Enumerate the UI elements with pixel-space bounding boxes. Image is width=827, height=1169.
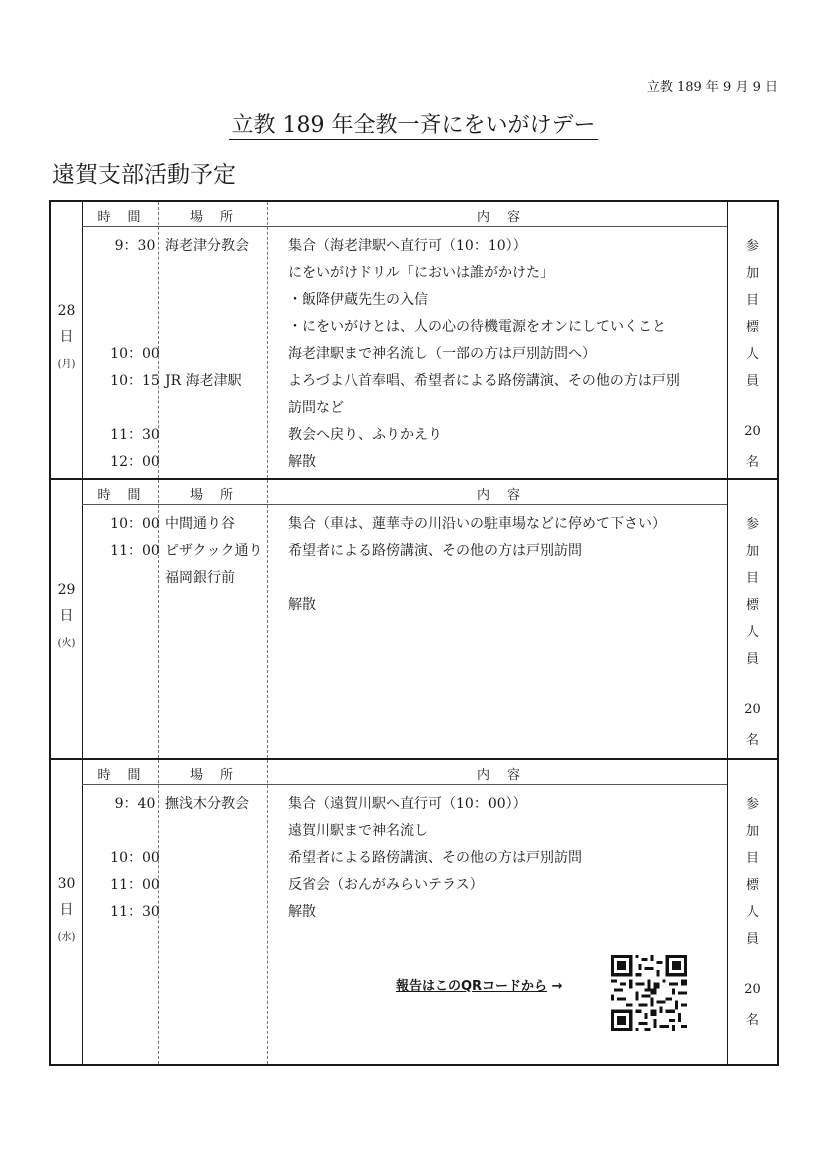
time-cell: 11：00 — [110, 877, 160, 893]
content-cell: 集合（海老津駅へ直行可（10：10）） — [288, 238, 527, 254]
content-cell: 集合（遠賀川駅へ直行可（10：00）） — [288, 796, 527, 812]
time-cell: 9：40 — [114, 796, 156, 812]
participants-char: 名 — [745, 455, 759, 470]
qr-code[interactable] — [611, 955, 687, 1031]
time-cell: 10：00 — [110, 850, 160, 866]
time-cell: 12：00 — [110, 454, 160, 470]
day-section-30 — [49, 760, 779, 1066]
page-title — [0, 108, 827, 139]
content-cell: 希望者による路傍講演、その他の方は戸別訪問 — [288, 543, 582, 559]
content-cell: 教会へ戻り、ふりかえり — [288, 427, 442, 443]
header-place: 場 所 — [189, 210, 235, 225]
content-cell: 希望者による路傍講演、その他の方は戸別訪問 — [288, 850, 582, 866]
place-cell: 中間通り谷 — [165, 516, 235, 532]
participants-char: 員 — [745, 932, 759, 947]
header-time: 時 間 — [97, 488, 143, 503]
weekday: (火) — [57, 638, 76, 649]
day-section-28 — [49, 200, 779, 480]
content-cell: 遠賀川駅まで神名流し — [288, 823, 428, 839]
day-column — [51, 202, 83, 478]
participants-count: 20 — [744, 982, 761, 997]
participants-char: 標 — [745, 598, 759, 613]
day-column — [51, 760, 83, 1064]
page-subtitle: 遠賀支部活動予定 — [52, 162, 236, 188]
content-cell: にをいがけドリル「においは誰がかけた」 — [288, 265, 554, 281]
content-cell: 反省会（おんがみらいテラス） — [288, 877, 484, 893]
participants-char: 目 — [745, 851, 759, 866]
content-cell: 解散 — [288, 904, 316, 920]
participants-char: 人 — [745, 625, 759, 640]
content-cell: 解散 — [288, 454, 316, 470]
content-cell: 集合（車は、蓮華寺の川沿いの駐車場などに停めて下さい） — [288, 516, 666, 532]
header-content: 内 容 — [476, 768, 522, 783]
place-cell: 海老津分教会 — [165, 238, 249, 254]
page-title-text: 立教 189 年全教一斉にをいがけデー — [229, 113, 599, 140]
participants-char: 名 — [745, 1013, 759, 1028]
time-cell: 11：30 — [110, 427, 160, 443]
arrow-right-icon: → — [551, 979, 563, 994]
day-number: 28 — [57, 303, 76, 319]
participants-char: 加 — [745, 544, 759, 559]
report-link[interactable] — [396, 975, 563, 994]
header-content: 内 容 — [476, 210, 522, 225]
participants-char: 参 — [745, 797, 759, 812]
content-cell: 海老津駅まで神名流し（一部の方は戸別訪問へ） — [288, 346, 596, 362]
weekday: (月) — [57, 359, 76, 370]
day-kanji: 日 — [59, 608, 74, 624]
participants-column — [727, 202, 777, 478]
time-cell: 11：00 — [110, 543, 160, 559]
day-number: 29 — [57, 582, 76, 598]
header-time: 時 間 — [97, 210, 143, 225]
day-number: 30 — [57, 876, 76, 892]
participants-char: 目 — [745, 293, 759, 308]
time-cell: 10：15 — [110, 373, 160, 389]
participants-char: 人 — [745, 347, 759, 362]
report-link-text[interactable]: 報告はこのQRコードから — [396, 979, 548, 994]
content-cell: ・にをいがけとは、人の心の待機電源をオンにしていくこと — [288, 319, 666, 335]
participants-char: 人 — [745, 905, 759, 920]
time-cell: 10：00 — [110, 516, 160, 532]
participants-char: 名 — [745, 733, 759, 748]
header-place: 場 所 — [189, 768, 235, 783]
participants-char: 加 — [745, 824, 759, 839]
participants-char: 標 — [745, 320, 759, 335]
weekday: (水) — [57, 932, 76, 943]
participants-char: 参 — [745, 239, 759, 254]
day-column — [51, 480, 83, 758]
place-cell: ピザクック通り — [165, 543, 263, 559]
time-cell: 11：30 — [110, 904, 160, 920]
content-cell: よろづよ八首奉唱、希望者による路傍講演、その他の方は戸別 — [288, 373, 680, 389]
participants-char: 員 — [745, 652, 759, 667]
header-content: 内 容 — [476, 488, 522, 503]
content-cell: 訪問など — [288, 400, 344, 416]
participants-char: 加 — [745, 266, 759, 281]
participants-count: 20 — [744, 702, 761, 717]
place-cell: 福岡銀行前 — [165, 570, 235, 586]
participants-column — [727, 480, 777, 758]
day-kanji: 日 — [59, 902, 74, 918]
header-place: 場 所 — [189, 488, 235, 503]
participants-char: 目 — [745, 571, 759, 586]
participants-column — [727, 760, 777, 1064]
content-cell: ・飯降伊蔵先生の入信 — [288, 292, 428, 308]
document-date: 立教 189 年 9 月 9 日 — [646, 80, 778, 95]
participants-char: 参 — [745, 517, 759, 532]
time-cell: 9：30 — [114, 238, 156, 254]
place-cell: JR 海老津駅 — [165, 373, 242, 389]
header-time: 時 間 — [97, 768, 143, 783]
day-kanji: 日 — [59, 329, 74, 345]
place-cell: 撫浅木分教会 — [165, 796, 249, 812]
time-cell: 10：00 — [110, 346, 160, 362]
day-section-29 — [49, 480, 779, 760]
participants-char: 標 — [745, 878, 759, 893]
participants-count: 20 — [744, 424, 761, 439]
content-cell: 解散 — [288, 597, 316, 613]
participants-char: 員 — [745, 374, 759, 389]
